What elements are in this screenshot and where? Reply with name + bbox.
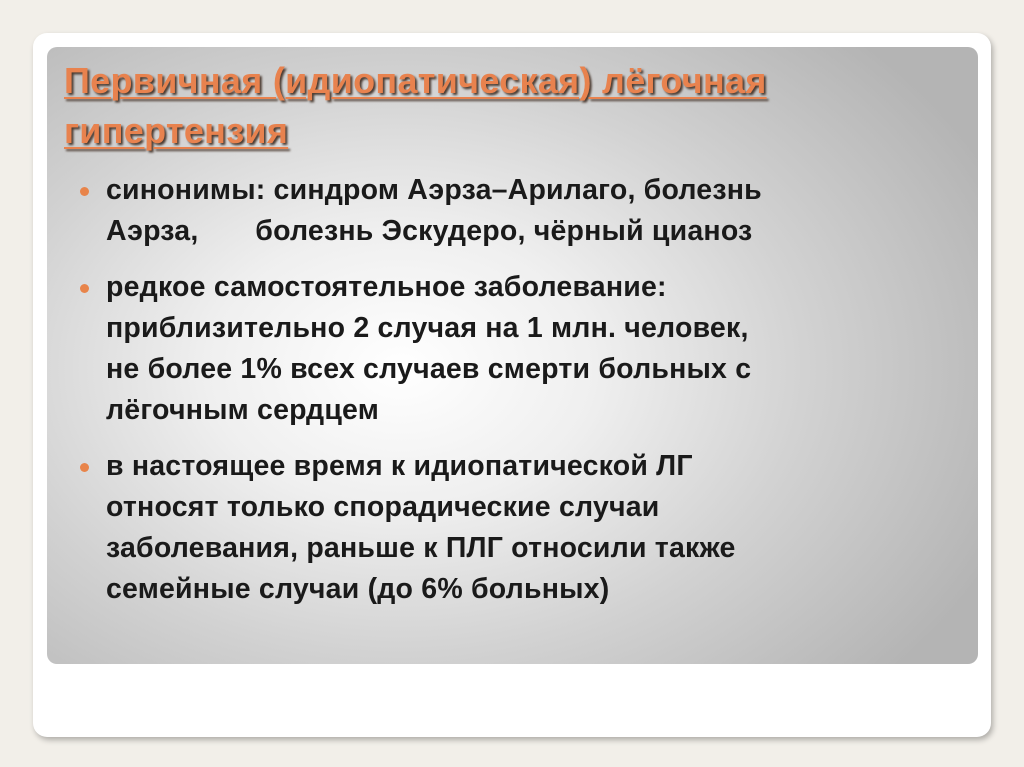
- bullet-item-classification: [78, 446, 938, 610]
- bullet-dot-icon: [80, 187, 89, 196]
- bullet-dot-icon: [80, 284, 89, 293]
- bullet-text: редкое самостоятельное заболевание: приблизительно 2 случая на 1 млн. человек, не более 1% всех случаев смерти больных с лёгочным сердцем: [106, 271, 752, 426]
- bullet-dot-icon: [80, 463, 89, 472]
- bullet-item-synonyms: [78, 170, 938, 252]
- bullet-list: [78, 170, 938, 610]
- bullet-item-rarity: [78, 267, 938, 431]
- bullet-text: в настоящее время к идиопатической ЛГ относят только спорадические случаи заболевания, раньше к ПЛГ относили также семейные случаи (до 6% больных): [106, 450, 736, 605]
- bullet-text: синонимы: синдром Аэрза–Арилаго, болезнь Аэрза, болезнь Эскудеро, чёрный цианоз: [106, 174, 762, 247]
- slide-title: Первичная (идиопатическая) лёгочная гипертензия: [64, 60, 767, 151]
